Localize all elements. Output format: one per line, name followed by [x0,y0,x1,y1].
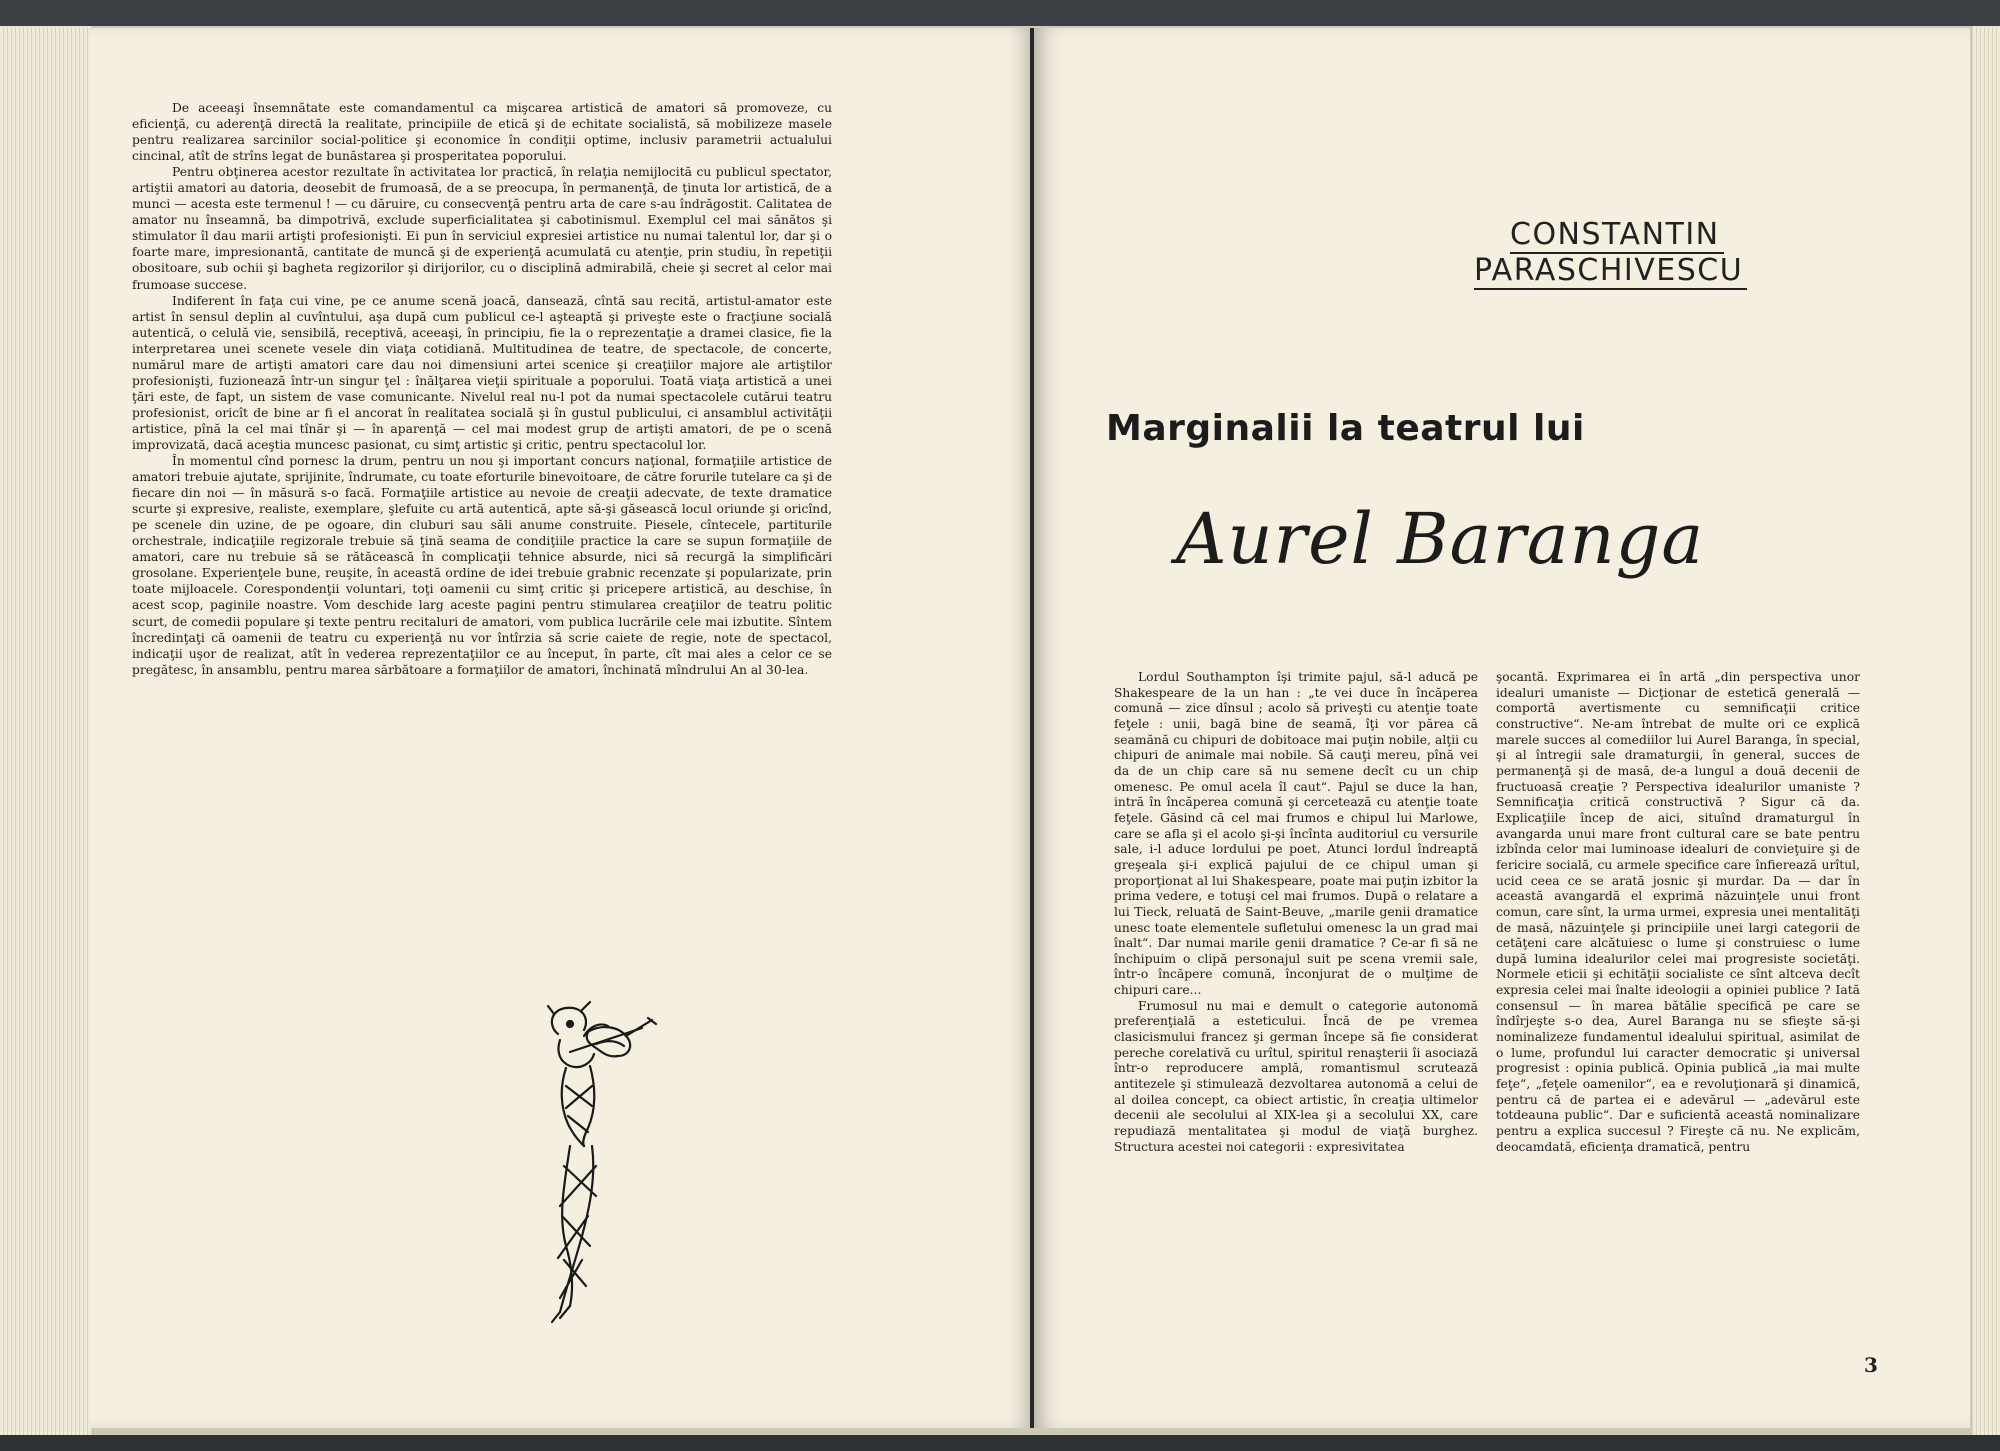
column1-paragraph-1: Lordul Southampton îşi trimite pajul, să-l aducă pe Shakespeare de la un han : „te vei duce în încăperea comună — zice dînsul ; acolo să priveşti cu atenţie toate feţele : unii, bagă bine de seamă, îţi vor părea că seamănă cu chipuri de dobitoace mai puţin nobile, alţii cu chipuri de animale mai nobile. Să cauţi mereu, pînă vei da de un chip care să nu semene decît cu un chip omenesc. Pe omul acela îl caut“. Pajul se duce la han, intră în încăperea comună şi cercetează cu atenţie toate feţele. Găsind că cel mai frumos e chipul lui Marlowe, care se afla şi el acolo şi-şi încînta auditoriul cu versurile sale, i-l aduce lordului pe poet. Atunci lordul îndreaptă greşeala şi-i explică pajului de ce chipul uman şi proporţionat al lui Shakespeare, poate mai puţin izbitor la prima vedere, e totuşi cel mai frumos. După o relatare a lui Tieck, reluată de Saint-Beuve, „marile genii dramatice unesc toate elementele sufletului omenesc la un grad mai înalt“. Dar numai marile genii dramatice ? Ce-ar fi să ne închipuim o clipă personajul suit pe scena vremii sale, într-o încăpere comună, înconjurat de o mulţime de chipuri care... [1114,670,1478,998]
author-first-name: CONSTANTIN [1510,218,1724,254]
author-last-name: PARASCHIVESCU [1474,254,1747,290]
left-page [90,28,1034,1428]
page-number: 3 [1864,1353,1878,1377]
text-column-1 [1114,670,1478,1155]
right-page [1034,28,1970,1428]
left-paragraph-1: De aceeaşi însemnătate este comandamentul ca mişcarea artistică de amatori să promoveze, cu eficienţă, cu aderenţă directă la realitate, principiile de etică şi de echitate socialistă, să mobilizeze masele pentru realizarea sarcinilor social-politice şi economice în condiţii optime, inclusiv parametrii actualului cincinal, atît de strîns legat de bunăstarea şi prosperitatea poporului. [132,101,832,164]
left-paragraph-3: Indiferent în faţa cui vine, pe ce anume scenă joacă, dansează, cîntă sau recită, artistul-amator este artist în sensul deplin al cuvîntului, aşa după cum publicul ce-l aşteaptă şi priveşte este o fracţiune socială autentică, o celulă vie, sensibilă, receptivă, aceeaşi, în principiu, fie la o reprezentaţie a dramei clasice, fie la interpretarea unei scenete vesele din viaţa cotidiană. Multitudinea de teatre, de spectacole, de concerte, numărul mare de artişti amatori care dau noi dimensiuni artei scenice şi creaţiilor majore ale artiştilor profesionişti, fuzionează într-un singur ţel : înălţarea vieţii spirituale a poporului. Toată viaţa artistică a unei ţări este, de fapt, un sistem de vase comunicante. Nivelul real nu-l pot da numai spectacolele cutărui teatru profesionist, oricît de bine ar fi el ancorat în realitatea socială şi în gustul publicului, ci ansamblul activităţii artistice, pînă la cel mai tînăr şi — în aparenţă — cel mai modest grup de artişti amatori, de pe o scenă improvizată, dacă aceştia muncesc pasionat, cu simţ artistic şi critic, pentru spectacolul lor. [132,293,832,452]
text-column-2 [1496,670,1860,1155]
left-paragraph-2: Pentru obţinerea acestor rezultate în activitatea lor practică, în relaţia nemijlocită cu publicul spectator, artiştii amatori au datoria, deosebit de frumoasă, de a se preocupa, în permanenţă, de ţinuta lor artistică, de a munci — acesta este termenul ! — cu dăruire, cu consecvenţă pentru arta de care s-au îndrăgostit. Calitatea de amator nu înseamnă, ba dimpotrivă, exclude superficialitatea şi cabotinismul. Exemplul cel mai sănătos şi stimulator îl dau marii artişti profesionişti. Ei pun în serviciul expresiei artistice nu numai talentul lor, dar şi o foarte mare, impresionantă, cantitate de muncă şi de experienţă acumulată cu atenţie, prin studiu, în repetiţii obositoare, sub ochii şi bagheta regizorilor şi dirijorilor, cu o disciplină admirabilă, cheie şi secret al celor mai frumoase succese. [132,165,832,292]
book-cover-bottom-edge [0,1435,2000,1451]
page-stack-left [0,26,92,1436]
article-subject: Aurel Baranga [1176,498,1705,580]
column1-paragraph-2: Frumosul nu mai e demult o categorie autonomă preferenţială a esteticului. Încă de pe vremea clasicismului francez şi german începe să fie considerat pereche corelativă cu urîtul, spiritul renaşterii îi asociază într-o reproducere amplă, romantismul scrutează antitezele şi stimulează dezvoltarea autonomă a celui de al doilea concept, ca obiect artistic, în creaţia ultimelor decenii ale secolului al XIX-lea şi a secolului XX, care repudiază mentalitatea şi modul de viaţă burghez. Structura acestei noi categorii : expresivitatea [1114,998,1478,1154]
left-page-text [132,100,832,678]
page-stack-right [1972,26,2000,1436]
author-name [1474,218,1894,290]
column2-paragraph-1: şocantă. Exprimarea ei în artă „din perspectiva unor idealuri umaniste — Dicţionar de estetică generală — comportă avertismente cu semnificaţii critice constructive“. Ne-am întrebat de multe ori ce explică marele succes al comediilor lui Aurel Baranga, în special, şi al întregii sale dramaturgii, în general, succes de permanenţă şi de masă, de-a lungul a două decenii de fructuoasă creaţie ? Perspectiva idealurilor umaniste ? Semnificaţia critică constructivă ? Sigur că da. Explicaţiile încep de aici, situînd dramaturgul în avangarda unui mare front cultural care se bate pentru izbînda celor mai luminoase idealuri de convieţuire şi de fericire socială, cu armele specifice care înfierează urîtul, ucid ceea ce se arată josnic şi murdar. Da — dar în această avangardă el exprimă năzuinţele unui front comun, care sînt, la urma urmei, expresia unei mentalităţi de masă, năzuinţele şi principiile unei largi categorii de cetăţeni care alcătuiesc o lume şi construiesc o lume după lumina idealurilor celei mai progresiste societăţi. Normele eticii şi echităţii socialiste ce sînt altceva decît expresia celei mai înalte ideologii a opiniei publice ? Iată consensul — în marea bătălie specifică pe care se îndîrjeşte s-o dea, Aurel Baranga nu se sfieşte să-şi nominalizeze fundamentul idealului spiritual, asimilat de o lume, profundul lui caracter democratic şi universal progresist : opinia publică. Opinia publică „ia mai multe feţe“, „feţele oamenilor“, ea e revoluţionară şi dinamică, pentru că de partea ei e adevărul — „adevărul este totdeauna public“. Dar e suficientă această nominalizare pentru a explica succesul ? Fireşte că nu. Ne explicăm, deocamdată, eficienţa dramatică, pentru [1496,670,1860,1154]
book-cover-top-edge [0,0,2000,26]
left-paragraph-4: În momentul cînd pornesc la drum, pentru un nou şi important concurs naţional, formaţiile artistice de amatori trebuie ajutate, sprijinite, îndrumate, cu toate eforturile binevoitoare, de către forurile tutelare ca şi de fiecare din noi — în măsură s-o facă. Formaţiile artistice au nevoie de creaţii adecvate, de texte dramatice scurte şi expresive, realiste, exemplare, şlefuite cu artă autentică, apte să-şi găsească locul oriunde şi oricînd, pe scenele din uzine, de pe ogoare, din cluburi sau săli anume construite. Piesele, cîntecele, partiturile orchestrale, indicaţiile regizorale trebuie să ţină seama de condiţiile practice la care se supun formaţiile de amatori, care nu trebuie să se rătăcească în complicaţii tehnice absurde, nici să recurgă la simplificări grosolane. Experienţele bune, reuşite, în această ordine de idei trebuie grabnic recenzate şi popularizate, prin toate mijloacele. Corespondenţii voluntari, toţi oamenii cu simţ critic şi pricepere artistică, au deschise, în acest scop, paginile noastre. Vom deschide larg aceste pagini pentru stimularea creaţiilor de teatru politic scurt, de comedii populare şi texte pentru recitaluri de amatori, vom publica lucrările cele mai izbutite. Sîntem încredinţaţi că oamenii de teatru cu experienţă nu vor întîrzia să scrie caiete de regie, note de spectacol, indicaţii uşor de realizat, atît în vederea reprezentaţiilor ce au început, în parte, cît mai ales a celor ce se pregătesc, în ansamblu, pentru marea sărbătoare a formaţiilor de amatori, închinată mîndrului An al 30-lea. [132,454,832,677]
article-title: Marginalii la teatrul lui [1106,408,1585,449]
harlequin-violinist-illustration [530,996,670,1326]
